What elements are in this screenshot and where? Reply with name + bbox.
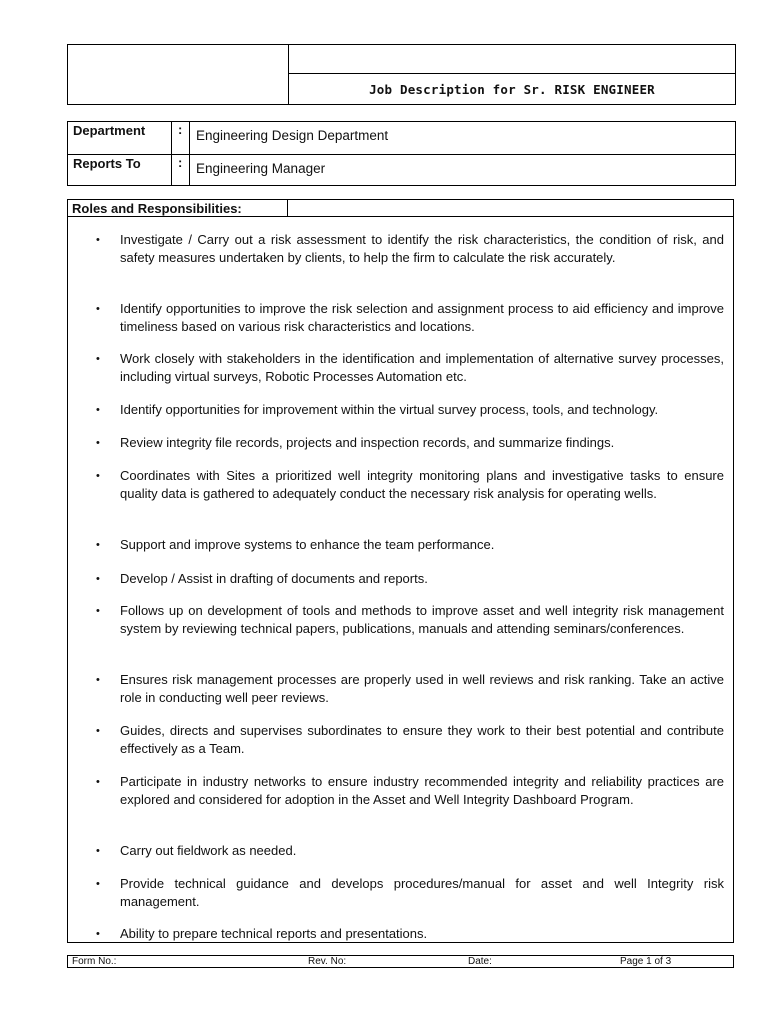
list-item-text: Review integrity file records, projects and inspection records, and summarize findings. (120, 435, 615, 450)
department-value: Engineering Design Department (196, 128, 389, 143)
bullet-icon: • (96, 234, 100, 246)
list-item-text: Work closely with stakeholders in the identification and implementation of alternative survey processes, including virtual surveys, Robotic Processes Automation etc. (120, 351, 724, 385)
document-header (67, 44, 736, 105)
reports-to-value: Engineering Manager (196, 161, 326, 176)
bullet-icon: • (96, 776, 100, 788)
list-item-text: Ability to prepare technical reports and presentations. (120, 926, 428, 941)
header-blank-cell (289, 45, 735, 74)
logo-cell (68, 45, 289, 104)
bullet-icon: • (96, 674, 100, 686)
list-item-text: Identify opportunities to improve the risk selection and assignment process to aid efficiency and improve timeliness based on various risk characteristics and locations. (120, 301, 724, 335)
list-item-text: Develop / Assist in drafting of documents and reports. (120, 571, 428, 586)
document-footer (67, 955, 734, 968)
list-item-text: Ensures risk management processes are properly used in well reviews and risk ranking. Take an active role in conducting well peer reviews. (120, 672, 724, 706)
list-item-text: Coordinates with Sites a prioritized well integrity monitoring plans and investigative tasks to ensure quality data is gathered to adequately conduct the necessary risk analysis for operating wells. (120, 468, 724, 502)
bullet-icon: • (96, 404, 100, 416)
department-label: Department (68, 122, 172, 154)
page-number: Page 1 of 3 (620, 956, 672, 967)
list-item-text: Follows up on development of tools and methods to improve asset and well integrity risk management system by reviewing technical papers, publications, manuals and attending seminars/conferences. (120, 603, 724, 637)
bullet-icon: • (96, 573, 100, 585)
reports-to-label: Reports To (68, 155, 172, 185)
roles-section (67, 199, 734, 943)
list-item-text: Provide technical guidance and develops procedures/manual for asset and well Integrity risk management. (120, 876, 724, 910)
list-item-text: Participate in industry networks to ensure industry recommended integrity and reliability practices are explored and considered for adoption in the Asset and Well Integrity Dashboard Program. (120, 774, 724, 808)
list-item-text: Investigate / Carry out a risk assessment to identify the risk characteristics, the condition of risk, and safety measures undertaken by clients, to help the firm to calculate the risk accurately. (120, 232, 724, 266)
bullet-icon: • (96, 928, 100, 940)
roles-heading-blank (288, 200, 733, 217)
bullet-icon: • (96, 303, 100, 315)
bullet-icon: • (96, 353, 100, 365)
bullet-icon: • (96, 725, 100, 737)
list-item-text: Support and improve systems to enhance the team performance. (120, 537, 495, 552)
bullet-icon: • (96, 878, 100, 890)
bullet-icon: • (96, 470, 100, 482)
bullet-icon: • (96, 437, 100, 449)
bullet-icon: • (96, 845, 100, 857)
department-row (68, 122, 735, 154)
revision-number-label: Rev. No: (308, 956, 347, 967)
department-colon: : (172, 122, 190, 154)
reports-to-colon: : (172, 155, 190, 185)
roles-heading: Roles and Responsibilities: (68, 200, 288, 217)
form-number-label: Form No.: (72, 956, 117, 967)
list-item-text: Identify opportunities for improvement within the virtual survey process, tools, and technology. (120, 402, 659, 417)
info-table (67, 121, 736, 186)
list-item-text: Guides, directs and supervises subordinates to ensure they work to their best potential and contribute effectively as a Team. (120, 723, 724, 757)
reports-to-row (68, 154, 735, 185)
list-item-text: Carry out fieldwork as needed. (120, 843, 297, 858)
bullet-icon: • (96, 539, 100, 551)
bullet-icon: • (96, 605, 100, 617)
date-label: Date: (468, 956, 492, 967)
document-title: Job Description for Sr. RISK ENGINEER (369, 81, 655, 97)
